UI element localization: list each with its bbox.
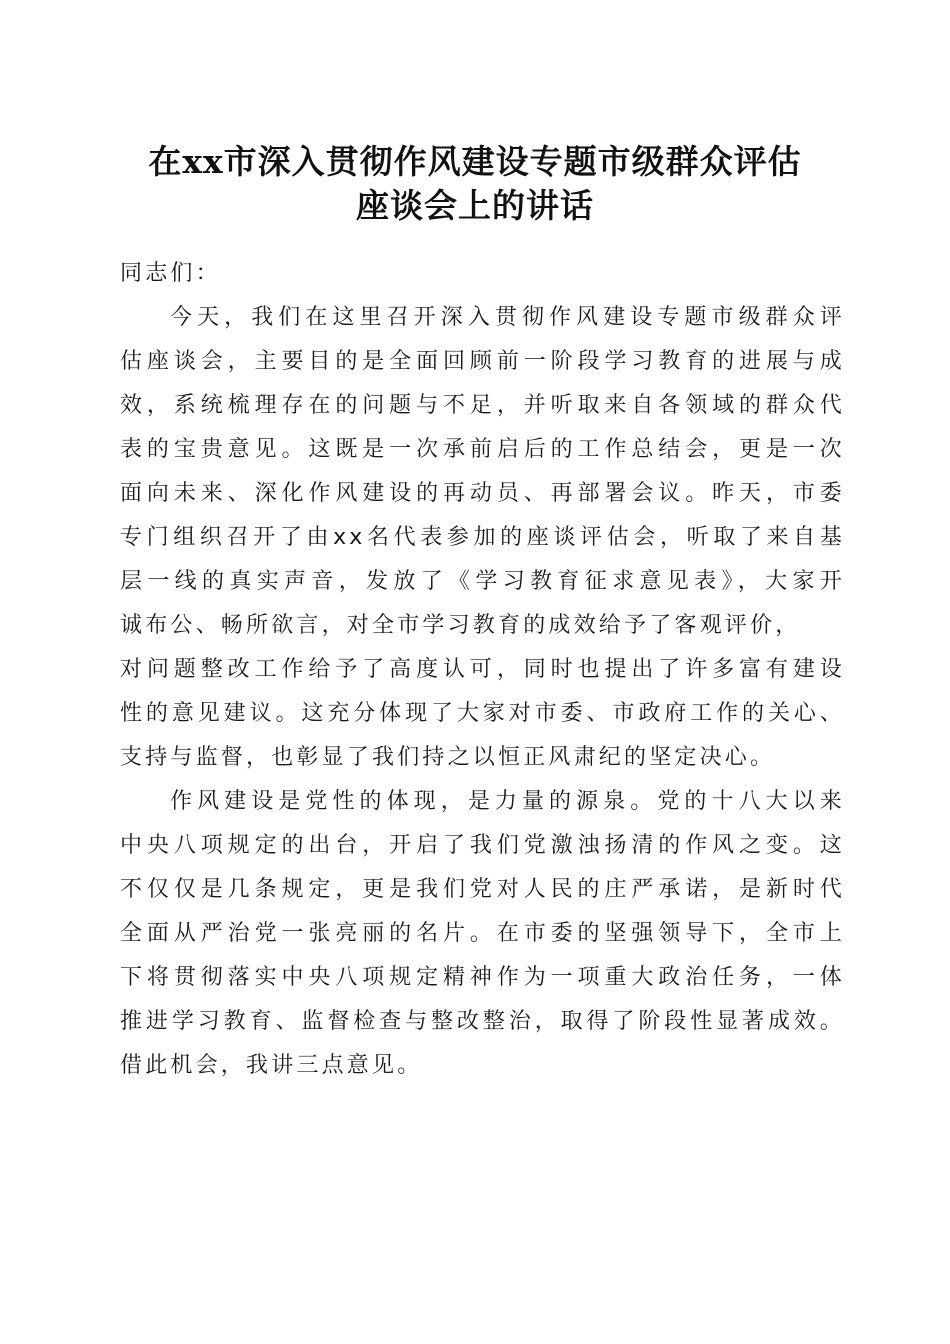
paragraph-1-line: 表的宝贵意见。这既是一次承前启后的工作总结会，更是一次 (120, 437, 845, 462)
paragraph-2-line: 不仅仅是几条规定，更是我们党对人民的庄严承诺，是新时代 (120, 877, 845, 902)
title-line-2: 座谈会上的讲话 (356, 186, 594, 225)
paragraph-1-line: 层一线的真实声音，发放了《学习教育征求意见表》，大家开 (120, 569, 845, 594)
paragraph-1-line: 性的意见建议。这充分体现了大家对市委、市政府工作的关心、 (120, 701, 845, 726)
title-line-1: 在xx市深入贯彻作风建设专题市级群众评估 (148, 142, 802, 181)
paragraph-1-line: 对问题整改工作给予了高度认可，同时也提出了许多富有建设 (120, 657, 845, 682)
paragraph-1-line: 诚布公、畅所欲言，对全市学习教育的成效给予了客观评价， (120, 613, 801, 638)
paragraph-1-line: 效，系统梳理存在的问题与不足，并听取来自各领域的群众代 (120, 393, 845, 418)
paragraph-2-line: 中央八项规定的出台，开启了我们党激浊扬清的作风之变。这 (120, 833, 845, 858)
paragraph-2-line: 全面从严治党一张亮丽的名片。在市委的坚强领导下，全市上 (120, 921, 845, 946)
paragraph-2-line: 下将贯彻落实中央八项规定精神作为一项重大政治任务，一体 (120, 965, 845, 990)
paragraph-1-line: 今天，我们在这里召开深入贯彻作风建设专题市级群众评 (170, 305, 845, 330)
paragraph-1-line: 专门组织召开了由xx名代表参加的座谈评估会，听取了来自基 (120, 525, 845, 550)
document-title (100, 140, 850, 228)
paragraph-2-line: 借此机会，我讲三点意见。 (120, 1053, 423, 1078)
paragraph-1-line: 支持与监督，也彰显了我们持之以恒正风肃纪的坚定决心。 (120, 745, 776, 770)
paragraph-1-line: 面向未来、深化作风建设的再动员、再部署会议。昨天，市委 (120, 481, 845, 506)
salutation: 同志们： (120, 261, 221, 286)
paragraph-2-line: 作风建设是党性的体现，是力量的源泉。党的十八大以来 (170, 789, 845, 814)
paragraph-1-line: 估座谈会，主要目的是全面回顾前一阶段学习教育的进展与成 (120, 349, 845, 374)
speech-body (120, 252, 845, 1088)
paragraph-2-line: 推进学习教育、监督检查与整改整治，取得了阶段性显著成效。 (120, 1009, 845, 1034)
